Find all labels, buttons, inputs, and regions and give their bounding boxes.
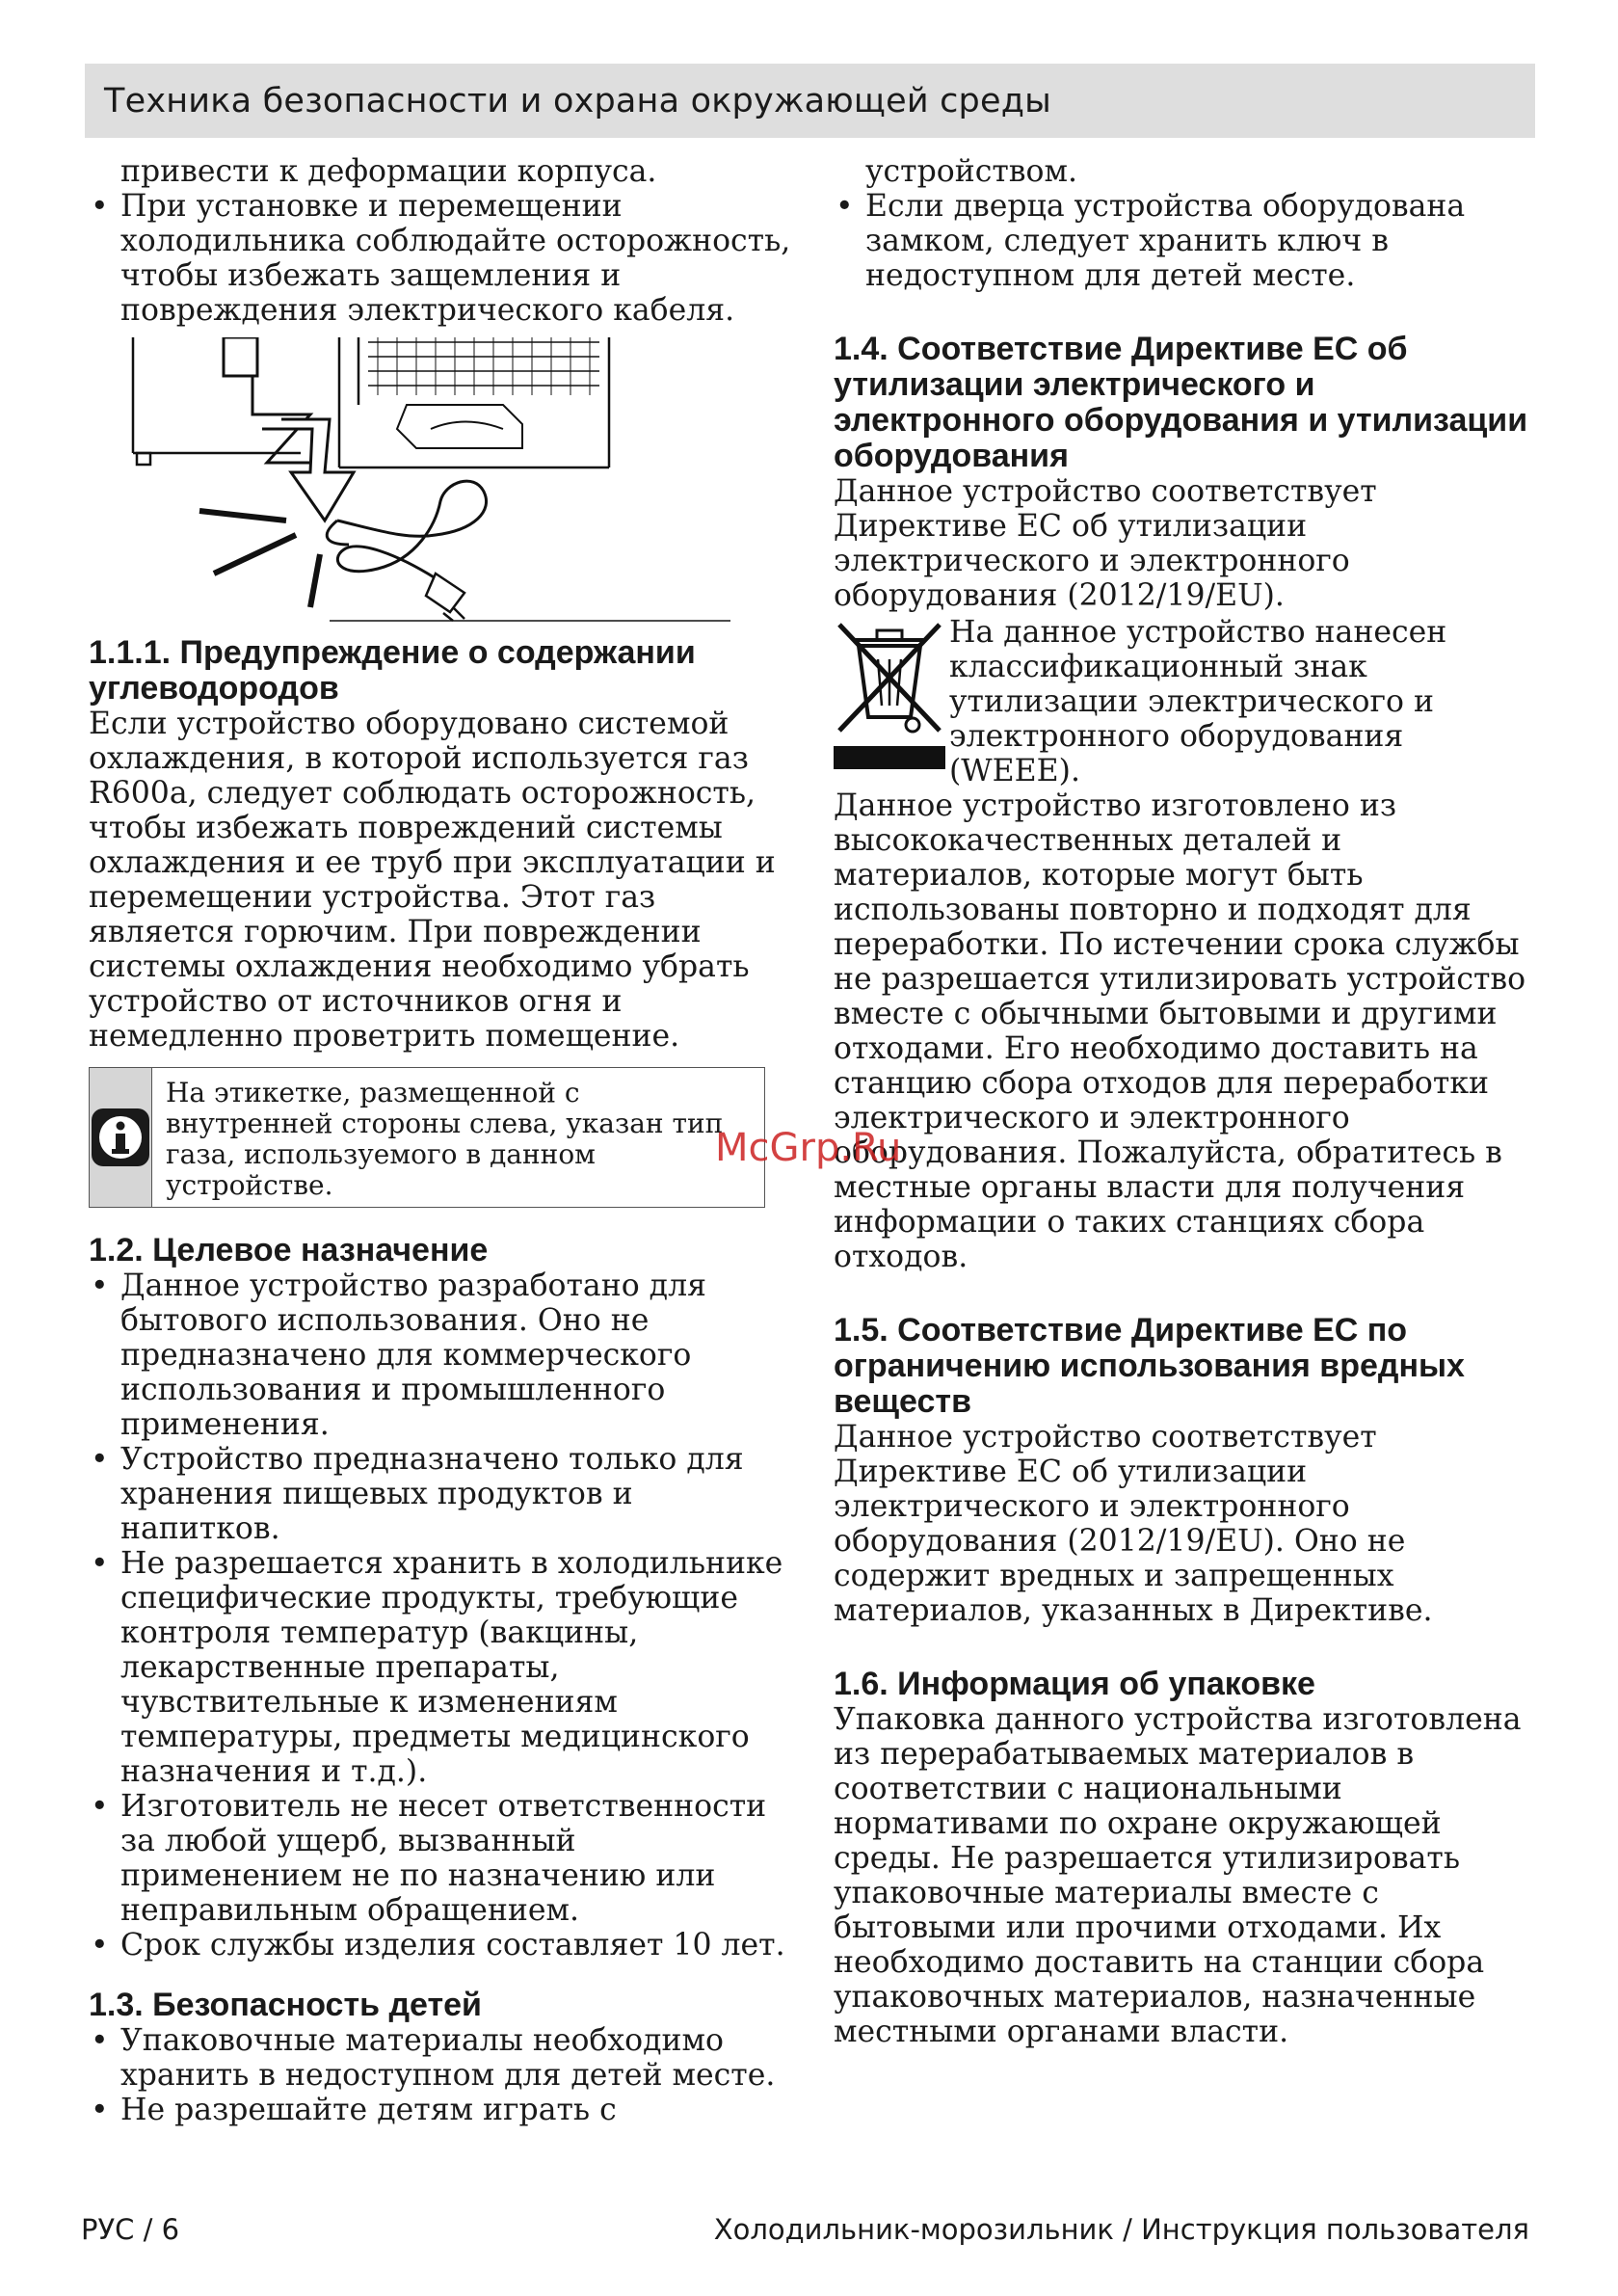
- section-111-text: Если устройство оборудовано системой охлаждения, в которой используется газ R600a, следует соблюдать осторожность, чтобы избежать повреждений системы охлаждения и ее труб при эксплуатации и перемещении устройства. Этот газ является горючим. При повреждении системы охлаждения необходимо убрать устройство от источников огня и немедленно проветрить помещение.: [89, 707, 776, 1054]
- footer-document-title: Холодильник-морозильник / Инструкция пользователя: [713, 2213, 1529, 2246]
- section-heading-16: 1.6. Информация об упаковке: [834, 1666, 1315, 1702]
- intro-bullet-list: [89, 189, 800, 328]
- list-item: • Не разрешается хранить в холодильнике специфические продукты, требующие контроля температур (вакцины, лекарственные препараты, чувствительные к изменениям температуры, предметы медицинского назначения и т.д.).: [89, 1546, 800, 1789]
- fridge-cable-illustration: [89, 337, 730, 622]
- footer-page-number: РУС / 6: [81, 2213, 180, 2246]
- section-heading-15: 1.5. Соответствие Директиве ЕС по ограничению использования вредных веществ: [834, 1312, 1465, 1420]
- section-heading-111: 1.1.1. Предупреждение о содержании углеводородов: [89, 634, 696, 707]
- right-column: [834, 154, 1537, 2049]
- info-icon-cell: [90, 1068, 152, 1207]
- section-heading-13: 1.3. Безопасность детей: [89, 1987, 482, 2023]
- crossed-out-bin-icon: [834, 621, 945, 775]
- list-item: • Изготовитель не несет ответственности за любой ущерб, вызванный применением не по назначению или неправильным обращением.: [89, 1789, 800, 1928]
- list-item: • При установке и перемещении холодильника соблюдайте осторожность, чтобы избежать защемления и повреждения электрического кабеля.: [89, 189, 800, 328]
- list-item: • Если дверца устройства оборудована замком, следует хранить ключ в недоступном для детей месте.: [834, 189, 1537, 293]
- weee-block: [834, 615, 1537, 788]
- list-item: • Срок службы изделия составляет 10 лет.: [89, 1928, 800, 1962]
- section-header-title: Техника безопасности и охрана окружающей среды: [104, 81, 1051, 120]
- left-column: [89, 154, 800, 2127]
- fridge-cable-illustration-svg: [89, 337, 730, 622]
- info-note-text: На этикетке, размещенной с внутренней стороны слева, указан тип газа, используемого в данном устройстве.: [166, 1077, 724, 1201]
- section-14-text-2: Данное устройство изготовлено из высококачественных деталей и материалов, которые могут быть использованы повторно и подходят для переработки. По истечении срока службы не разрешается утилизировать устройство вместе с обычными бытовыми и другими отходами. Его необходимо доставить на станцию сбора отходов для переработки электрического и электронного оборудования. Пожалуйста, обратитесь в местные органы власти для получения информации о таких станциях сбора отходов.: [834, 788, 1526, 1274]
- continued-text: привести к деформации корпуса.: [120, 154, 657, 189]
- section-header-bar: [85, 64, 1535, 138]
- list-item: • Данное устройство разработано для бытового использования. Оно не предназначено для коммерческого использования и промышленного применения.: [89, 1268, 800, 1442]
- list-item: • Упаковочные материалы необходимо хранить в недоступном для детей месте.: [89, 2023, 800, 2093]
- list-item: • Не разрешайте детям играть с: [89, 2093, 800, 2127]
- weee-text: На данное устройство нанесен классификационный знак утилизации электрического и электронного оборудования (WEEE).: [949, 615, 1447, 788]
- section-13-list: [89, 2023, 800, 2127]
- section-15-text: Данное устройство соответствует Директиве ЕС об утилизации электрического и электронного оборудования (2012/19/EU). Оно не содержит вредных и запрещенных материалов, указанных в Директиве.: [834, 1420, 1433, 1628]
- watermark-text: McGrp.Ru: [715, 1126, 902, 1170]
- weee-icon-cell: [834, 615, 949, 779]
- right-intro-list: [834, 189, 1537, 293]
- section-heading-12: 1.2. Целевое назначение: [89, 1232, 489, 1268]
- info-note-box: [89, 1067, 765, 1208]
- section-16-text: Упаковка данного устройства изготовлена из перерабатываемых материалов в соответствии с национальными нормативами по охране окружающей среды. Не разрешается утилизировать упаковочные материалы вместе с бытовыми или прочими отходами. Их необходимо доставить на станции сбора упаковочных материалов, назначенные местными органами власти.: [834, 1702, 1522, 2049]
- list-item: • Устройство предназначено только для хранения пищевых продуктов и напитков.: [89, 1442, 800, 1546]
- continued-text: устройством.: [865, 154, 1078, 189]
- section-12-list: [89, 1268, 800, 1962]
- section-heading-14: 1.4. Соответствие Директиве ЕС об утилизации электрического и электронного оборудования и утилизации оборудования: [834, 331, 1528, 474]
- section-14-text: Данное устройство соответствует Директиве ЕС об утилизации электрического и электронного оборудования (2012/19/EU).: [834, 474, 1377, 613]
- info-icon: [90, 1107, 151, 1168]
